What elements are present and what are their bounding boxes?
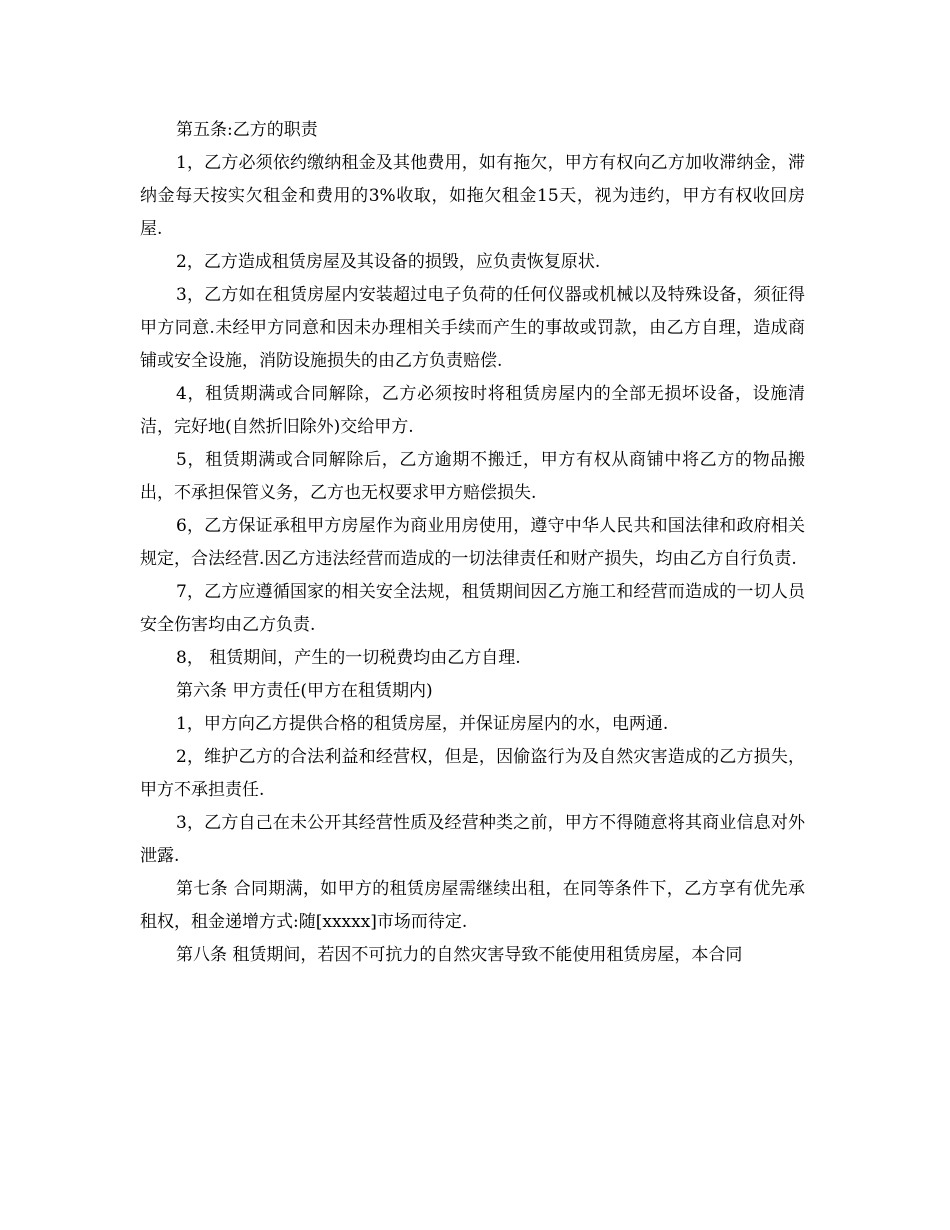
article-5-heading: 第五条:乙方的职责	[176, 120, 318, 140]
article-5-clause-8: 8， 租赁期间，产生的一切税费均由乙方自理.	[176, 648, 521, 668]
article-5-clause-1: 1，乙方必须依约缴纳租金及其他费用，如有拖欠，甲方有权向乙方加收滞纳金，滞纳金每天按实欠租金和费用的3%收取，如拖欠租金15天，视为违约，甲方有权收回房屋.	[140, 153, 805, 239]
article-5-clause-4: 4，租赁期满或合同解除，乙方必须按时将租赁房屋内的全部无损坏设备，设施清洁，完好地(自然折旧除外)交给甲方.	[140, 384, 805, 437]
article-5-clause-2: 2，乙方造成租赁房屋及其设备的损毁，应负责恢复原状.	[176, 252, 601, 272]
article-5-clause-7: 7，乙方应遵循国家的相关安全法规，租赁期间因乙方施工和经营而造成的一切人员安全伤害均由乙方负责.	[140, 582, 805, 635]
document-body	[140, 114, 805, 972]
article-8: 第八条 租赁期间，若因不可抗力的自然灾害导致不能使用租赁房屋，本合同	[176, 945, 743, 965]
article-6-clause-3: 3，乙方自己在未公开其经营性质及经营种类之前，甲方不得随意将其商业信息对外泄露.	[140, 813, 805, 866]
article-6-heading: 第六条 甲方责任(甲方在租赁期内)	[176, 681, 433, 701]
article-6-clause-1: 1，甲方向乙方提供合格的租赁房屋，并保证房屋内的水，电两通.	[176, 714, 669, 734]
article-7: 第七条 合同期满，如甲方的租赁房屋需继续出租，在同等条件下，乙方享有优先承租权，租金递增方式:随[xxxxx]市场而待定.	[140, 879, 805, 932]
article-5-clause-3: 3，乙方如在租赁房屋内安装超过电子负荷的任何仪器或机械以及特殊设备，须征得甲方同意.未经甲方同意和因未办理相关手续而产生的事故或罚款，由乙方自理，造成商铺或安全设施，消防设施损失的由乙方负责赔偿.	[140, 285, 805, 371]
article-6-clause-2: 2，维护乙方的合法利益和经营权，但是，因偷盗行为及自然灾害造成的乙方损失，甲方不承担责任.	[140, 747, 805, 800]
article-5-clause-5: 5，租赁期满或合同解除后，乙方逾期不搬迁，甲方有权从商铺中将乙方的物品搬出，不承担保管义务，乙方也无权要求甲方赔偿损失.	[140, 450, 805, 503]
article-5-clause-6: 6，乙方保证承租甲方房屋作为商业用房使用，遵守中华人民共和国法律和政府相关规定，合法经营.因乙方违法经营而造成的一切法律责任和财产损失，均由乙方自行负责.	[140, 516, 805, 569]
